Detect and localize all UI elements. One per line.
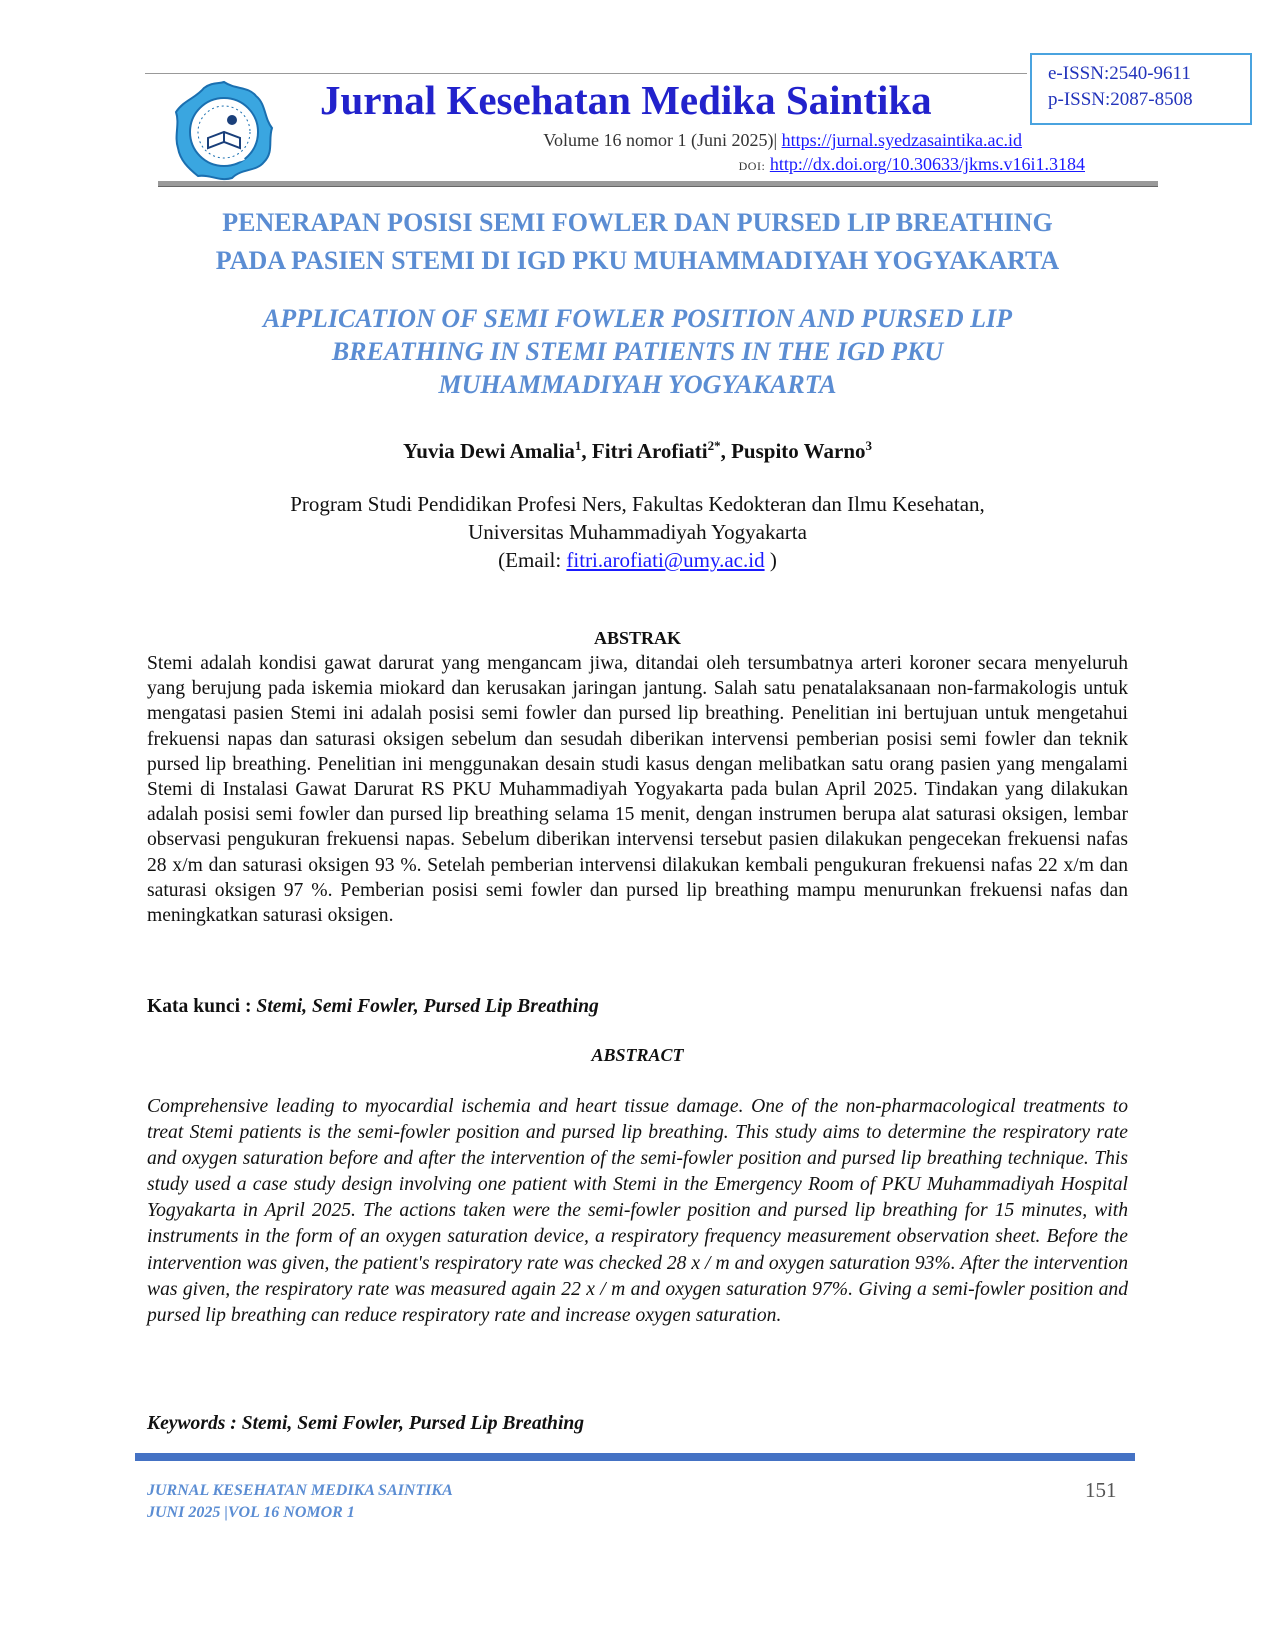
author-separator: , bbox=[720, 439, 732, 463]
footer-journal-name: JURNAL KESEHATAN MEDIKA SAINTIKA bbox=[147, 1482, 453, 1499]
header-rule bbox=[158, 181, 1158, 187]
author-affiliation-mark: 1 bbox=[574, 438, 582, 453]
volume-line bbox=[543, 130, 1022, 151]
title-en-line: BREATHING IN STEMI PATIENTS IN THE IGD PKU bbox=[331, 337, 944, 366]
footer-journal-info bbox=[147, 1480, 453, 1524]
keywords-label: Keywords : bbox=[147, 1413, 242, 1434]
doi-line bbox=[739, 154, 1085, 175]
page-number: 151 bbox=[1085, 1478, 1117, 1502]
doi-link[interactable]: http://dx.doi.org/10.30633/jkms.v16i1.3184 bbox=[769, 154, 1085, 174]
title-en-line: MUHAMMADIYAH YOGYAKARTA bbox=[438, 370, 837, 399]
author-separator: , bbox=[581, 439, 592, 463]
abstract-body: Comprehensive leading to myocardial ischemia and heart tissue damage. One of the non-pharmacological treatments to treat Stemi patients is the semi-fowler position and pursed lip breathing. This study aims to determine the respiratory rate and oxygen saturation before and after the intervention of the semi-fowler position and pursed lip breathing technique. This study used a case study design involving one patient with Stemi in the Emergency Room of PKU Muhammadiyah Hospital Yogyakarta in April 2025. The actions taken were the semi-fowler position and pursed lip breathing for 15 minutes, with instruments in the form of an oxygen saturation device, a respiratory frequency measurement observation sheet. Before the intervention was given, the patient's respiratory rate was checked 28 x / m and oxygen saturation 93%. After the intervention was given, the respiratory rate was measured again 22 x / m and oxygen saturation 97%. Giving a semi-fowler position and pursed lip breathing can reduce respiratory rate and increase oxygen saturation. bbox=[147, 1096, 1128, 1326]
journal-logo-icon bbox=[170, 78, 278, 186]
volume-text: Volume 16 nomor 1 (Juni 2025)| bbox=[543, 130, 778, 150]
author-name: Puspito Warno bbox=[731, 439, 866, 463]
journal-url-link[interactable]: https://jurnal.syedzasaintika.ac.id bbox=[781, 130, 1022, 150]
journal-title: Jurnal Kesehatan Medika Saintika bbox=[320, 77, 932, 123]
abstrak-body: Stemi adalah kondisi gawat darurat yang mengancam jiwa, ditandai oleh tersumbatnya arteri koroner secara menyeluruh yang berujung pada iskemia miokard dan kerusakan jaringan jantung. Salah satu penatalaksanaan non-farmakologis untuk mengatasi pasien Stemi ini adalah posisi semi fowler dan pursed lip breathing. Penelitian ini bertujuan untuk mengetahui frekuensi napas dan saturasi oksigen sebelum dan sesudah diberikan intervensi pemberian posisi semi fowler dan teknik pursed lip breathing. Penelitian ini menggunakan desain studi kasus dengan melibatkan satu orang pasien yang mengalami Stemi di Instalasi Gawat Darurat RS PKU Muhammadiyah Yogyakarta pada bulan April 2025. Tindakan yang dilakukan adalah posisi semi fowler dan pursed lip breathing selama 15 menit, dengan instrumen berupa alat saturasi oksigen, lembar observasi pengukuran frekuensi napas. Sebelum diberikan intervensi tersebut pasien dilakukan pengecekan frekuensi nafas 28 x/m dan saturasi oksigen 93 %. Setelah pemberian intervensi dilakukan kembali pengukuran frekuensi nafas 22 x/m dan saturasi oksigen 97 %. Pemberian posisi semi fowler dan pursed lip breathing mampu menurunkan frekuensi nafas dan meningkatkan saturasi oksigen. bbox=[147, 653, 1128, 927]
issn-box bbox=[1030, 53, 1252, 125]
email-link[interactable]: fitri.arofiati@umy.ac.id bbox=[566, 548, 765, 572]
header-top-line bbox=[145, 73, 1027, 74]
keywords-value: Stemi, Semi Fowler, Pursed Lip Breathing bbox=[241, 1413, 585, 1434]
footer-issue: JUNI 2025 |VOL 16 NOMOR 1 bbox=[147, 1504, 355, 1521]
email-suffix: ) bbox=[764, 548, 777, 572]
author-name: Fitri Arofiati bbox=[591, 439, 708, 463]
affiliation-line: Program Studi Pendidikan Profesi Ners, Fakultas Kedokteran dan Ilmu Kesehatan, bbox=[290, 492, 985, 516]
eissn-text: e-ISSN:2540-9611 bbox=[1048, 63, 1191, 84]
abstrak-heading: ABSTRAK bbox=[593, 628, 682, 648]
title-english bbox=[180, 302, 1095, 401]
title-en-line: APPLICATION OF SEMI FOWLER POSITION AND PURSED LIP bbox=[262, 304, 1013, 333]
keywords bbox=[147, 1413, 584, 1435]
author-affiliation-mark: 3 bbox=[865, 438, 872, 453]
email-line bbox=[150, 546, 1125, 574]
email-prefix: (Email: bbox=[498, 548, 567, 572]
title-id-line: PENERAPAN POSISI SEMI FOWLER DAN PURSED LIP BREATHING bbox=[222, 208, 1053, 237]
author-affiliation-mark: 2* bbox=[707, 438, 721, 453]
kata-kunci bbox=[147, 996, 599, 1018]
title-indonesian bbox=[110, 204, 1165, 280]
pissn-text: p-ISSN:2087-8508 bbox=[1048, 89, 1193, 110]
abstract-heading: ABSTRACT bbox=[591, 1045, 684, 1065]
affiliation-line: Universitas Muhammadiyah Yogyakarta bbox=[468, 520, 807, 544]
doi-label: DOI: bbox=[738, 159, 766, 173]
author-list bbox=[150, 438, 1125, 464]
title-id-line: PADA PASIEN STEMI DI IGD PKU MUHAMMADIYAH YOGYAKARTA bbox=[215, 246, 1060, 275]
author-name: Yuvia Dewi Amalia bbox=[403, 439, 575, 463]
affiliation bbox=[150, 490, 1125, 574]
kata-kunci-value: Stemi, Semi Fowler, Pursed Lip Breathing bbox=[256, 996, 599, 1017]
kata-kunci-label: Kata kunci : bbox=[147, 996, 257, 1017]
footer-rule bbox=[135, 1453, 1135, 1461]
